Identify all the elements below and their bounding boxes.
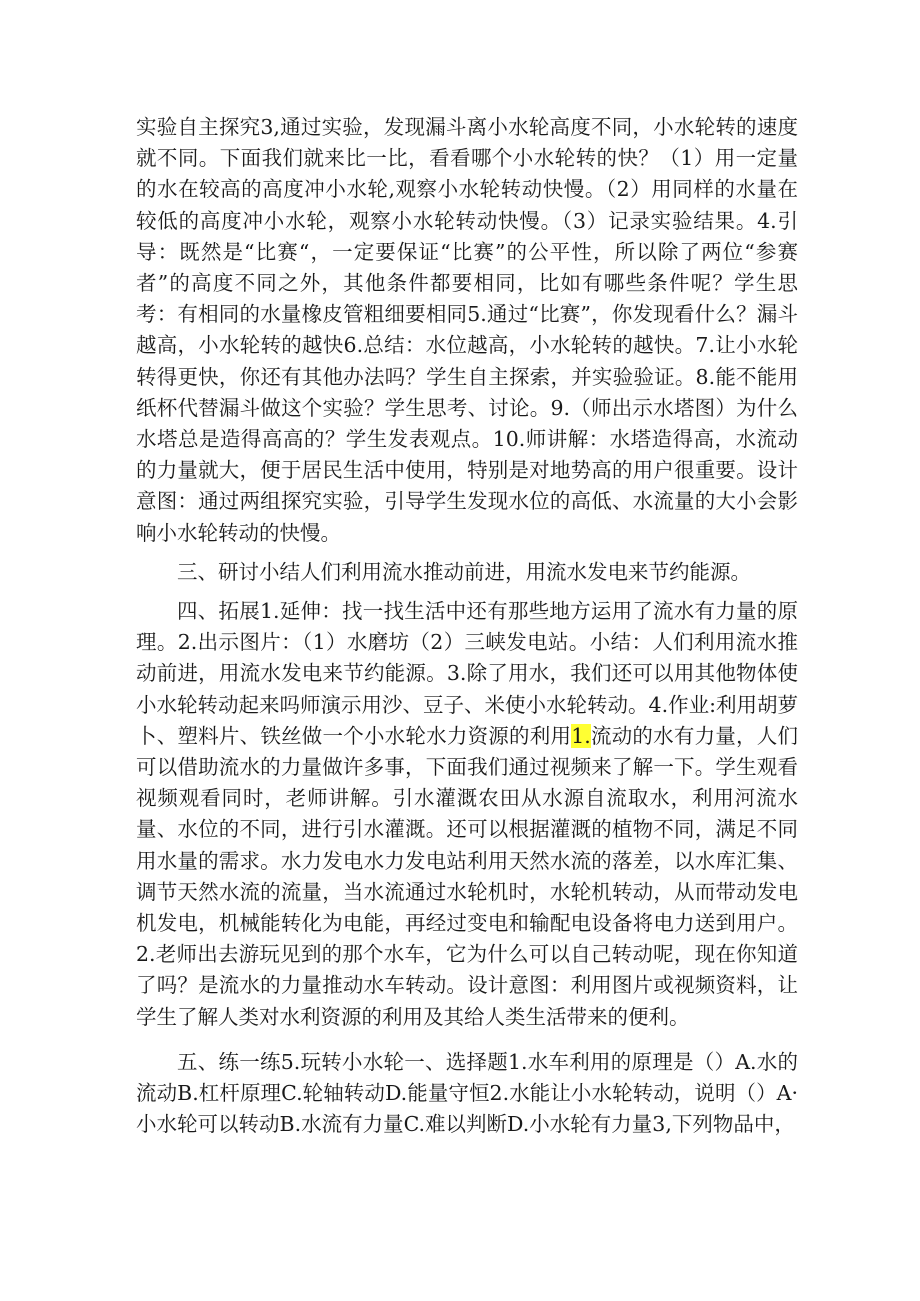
extension-text-start: 四、拓展1.延伸：找一找生活中还有那些地方运用了流水有力量的原理。2.出示图片：（1）水磨坊（2）三峡发电站。小结：人们利用流水推动前进，用流水发电来节约能源。3.除了用水，我们还可以用其他物体使小水轮转动起来吗师演示用沙、豆子、米使小水轮转动。4.作业:利用胡萝卜、塑料片、铁丝做一个小水轮水力资源的利用	[136, 599, 798, 748]
paragraph-summary: 三、研讨小结人们利用流水推动前进，用流水发电来节约能源。	[177, 559, 751, 584]
document-body	[136, 112, 798, 1141]
highlighted-text: 1.	[571, 723, 591, 748]
paragraph-extension	[136, 596, 798, 1033]
paragraph-exercise: 五、练一练5.玩转小水轮一、选择题1.水车利用的原理是（）A.水的流动B.杠杆原理C.轮轴转动D.能量守恒2.水能让小水轮转动，说明（）A·小水轮可以转动B.水流有力量C.难以判断D.小水轮有力量3,下列物品中，	[136, 1049, 798, 1137]
extension-text-end: 流动的水有力量，人们可以借助流水的力量做许多事，下面我们通过视频来了解一下。学生观看视频观看同时，老师讲解。引水灌溉农田从水源自流取水，利用河流水量、水位的不同，进行引水灌溉。还可以根据灌溉的植物不同，满足不同用水量的需求。水力发电水力发电站利用天然水流的落差，以水库汇集、调节天然水流的流量，当水流通过水轮机时，水轮机转动，从而带动发电机发电，机械能转化为电能，再经过变电和输配电设备将电力送到用户。2.老师出去游玩见到的那个水车，它为什么可以自己转动呢，现在你知道了吗？是流水的力量推动水车转动。设计意图：利用图片或视频资料，让学生了解人类对水利资源的利用及其给人类生活带来的便利。	[136, 723, 799, 1029]
paragraph-experiment: 实验自主探究3,通过实验，发现漏斗离小水轮高度不同，小水轮转的速度就不同。下面我们就来比一比，看看哪个小水轮转的快？（1）用一定量的水在较高的高度冲小水轮,观察小水轮转动快慢。（2）用同样的水量在较低的高度冲小水轮，观察小水轮转动快慢。（3）记录实验结果。4.引导：既然是“比赛“，一定要保证“比赛”的公平性，所以除了两位“参赛者”的高度不同之外，其他条件都要相同，比如有哪些条件呢？学生思考：有相同的水量橡皮管粗细要相同5.通过“比赛”，你发现看什么？漏斗越高，小水轮转的越快6.总结：水位越高，小水轮转的越快。7.让小水轮转得更快，你还有其他办法吗？学生自主探索，并实验验证。8.能不能用纸杯代替漏斗做这个实验？学生思考、讨论。9.（师出示水塔图）为什么水塔总是造得高高的？学生发表观点。10.师讲解：水塔造得高，水流动的力量就大，便于居民生活中使用，特别是对地势高的用户很重要。设计意图：通过两组探究实验，引导学生发现水位的高低、水流量的大小会影响小水轮转动的快慢。	[136, 115, 798, 545]
